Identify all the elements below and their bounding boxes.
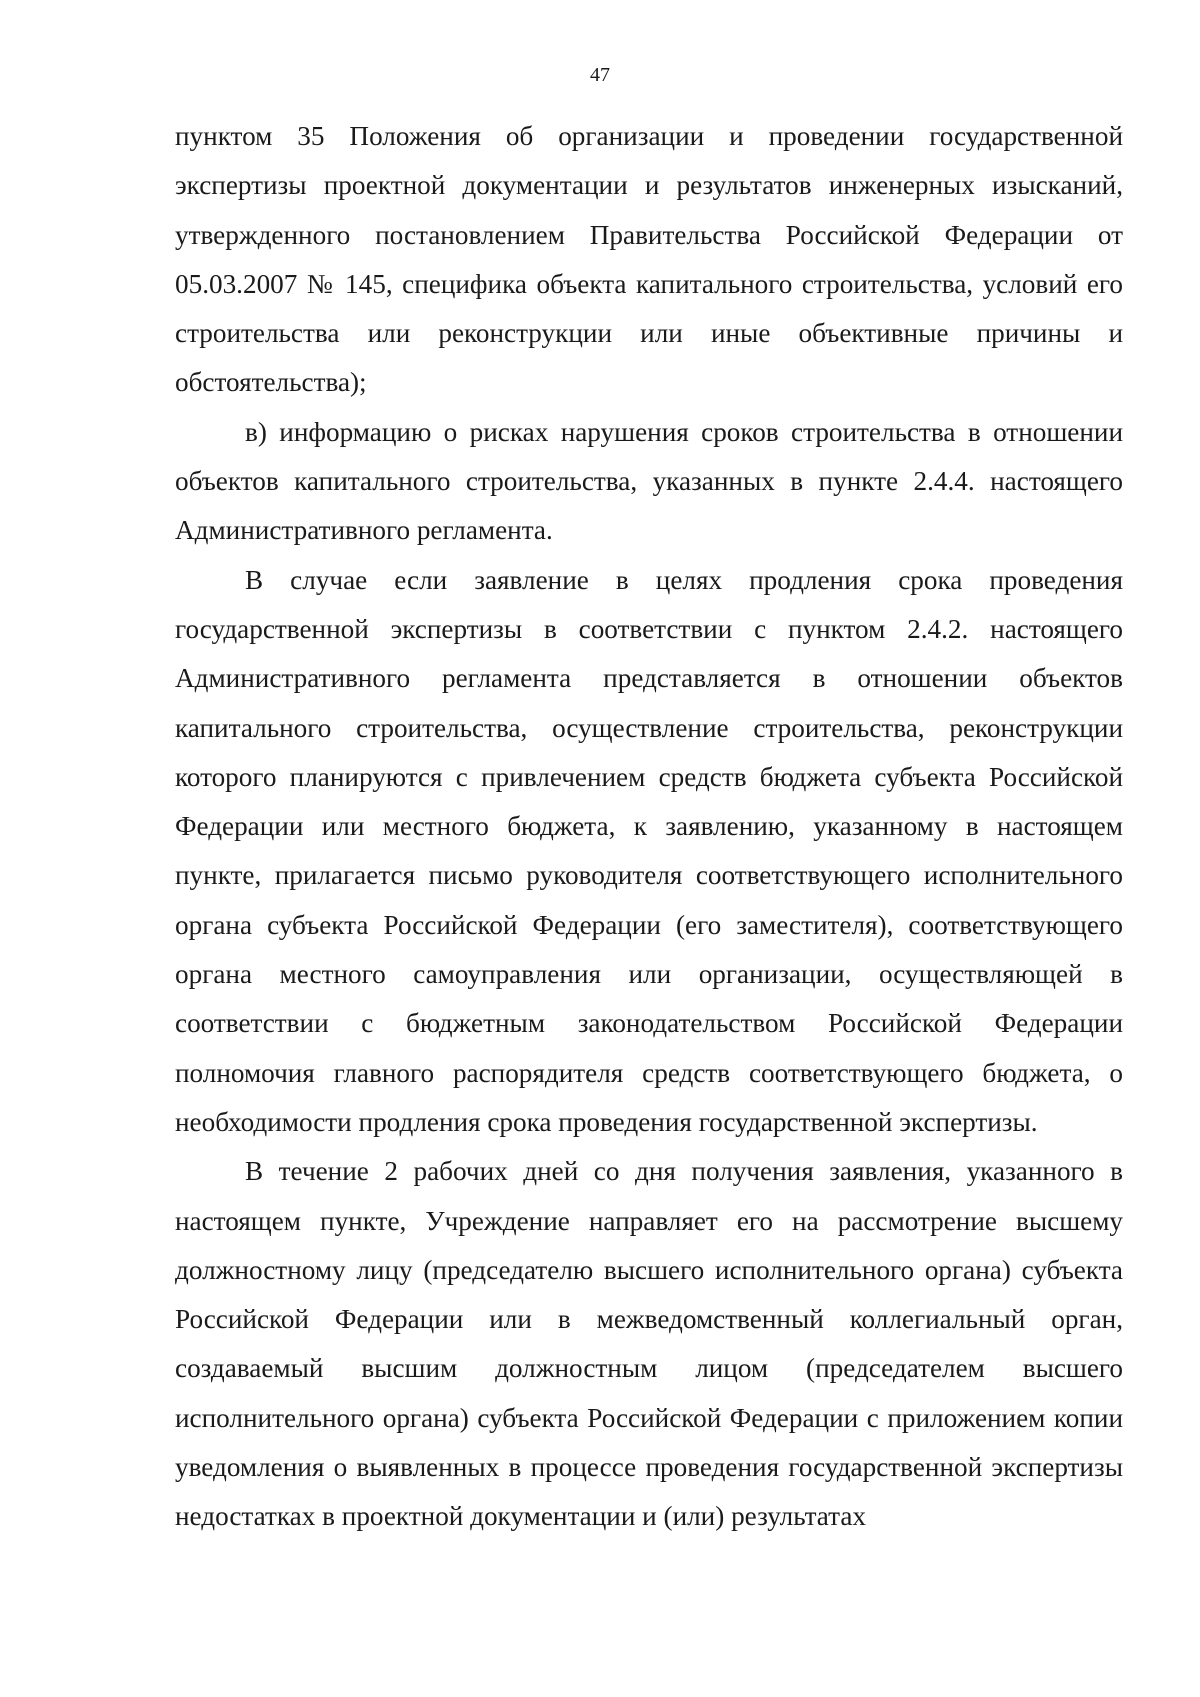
paragraph-1: пунктом 35 Положения об организации и проведении государственной экспертизы проектной документации и результатов инженерных изысканий, утвержденного постановлением Правительства Российской Федерации от 05.03.2007 № 145, специфика объекта капитального строительства, условий его строительства или реконструкции или иные объективные причины и обстоятельства); bbox=[175, 121, 1123, 398]
paragraph-3: В случае если заявление в целях продления срока проведения государственной экспертизы в соответствии с пунктом 2.4.2. настоящего Административного регламента представляется в отношении объектов капитального строительства, осуществление строительства, реконструкции которого планируются с привлечением средств бюджета субъекта Российской Федерации или местного бюджета, к заявлению, указанному в настоящем пункте, прилагается письмо руководителя соответствующего исполнительного органа субъекта Российской Федерации (его заместителя), соответствующего органа местного самоуправления или организации, осуществляющей в соответствии с бюджетным законодательством Российской Федерации полномочия главного распорядителя средств соответствующего бюджета, о необходимости продления срока проведения государственной экспертизы. bbox=[175, 564, 1123, 1137]
page-number: 47 bbox=[590, 64, 610, 86]
paragraph-4: В течение 2 рабочих дней со дня получения заявления, указанного в настоящем пункте, Учреждение направляет его на рассмотрение высшему должностному лицу (председателю высшего исполнительного органа) субъекта Российской Федерации или в межведомственный коллегиальный орган, создаваемый высшим должностным лицом (председателем высшего исполнительного органа) субъекта Российской Федерации с приложением копии уведомления о выявленных в процессе проведения государственной экспертизы недостатках в проектной документации и (или) результатах bbox=[175, 1156, 1123, 1532]
paragraph-2: в) информацию о рисках нарушения сроков строительства в отношении объектов капитального строительства, указанных в пункте 2.4.4. настоящего Административного регламента. bbox=[175, 416, 1123, 546]
document-body bbox=[175, 112, 1123, 1542]
